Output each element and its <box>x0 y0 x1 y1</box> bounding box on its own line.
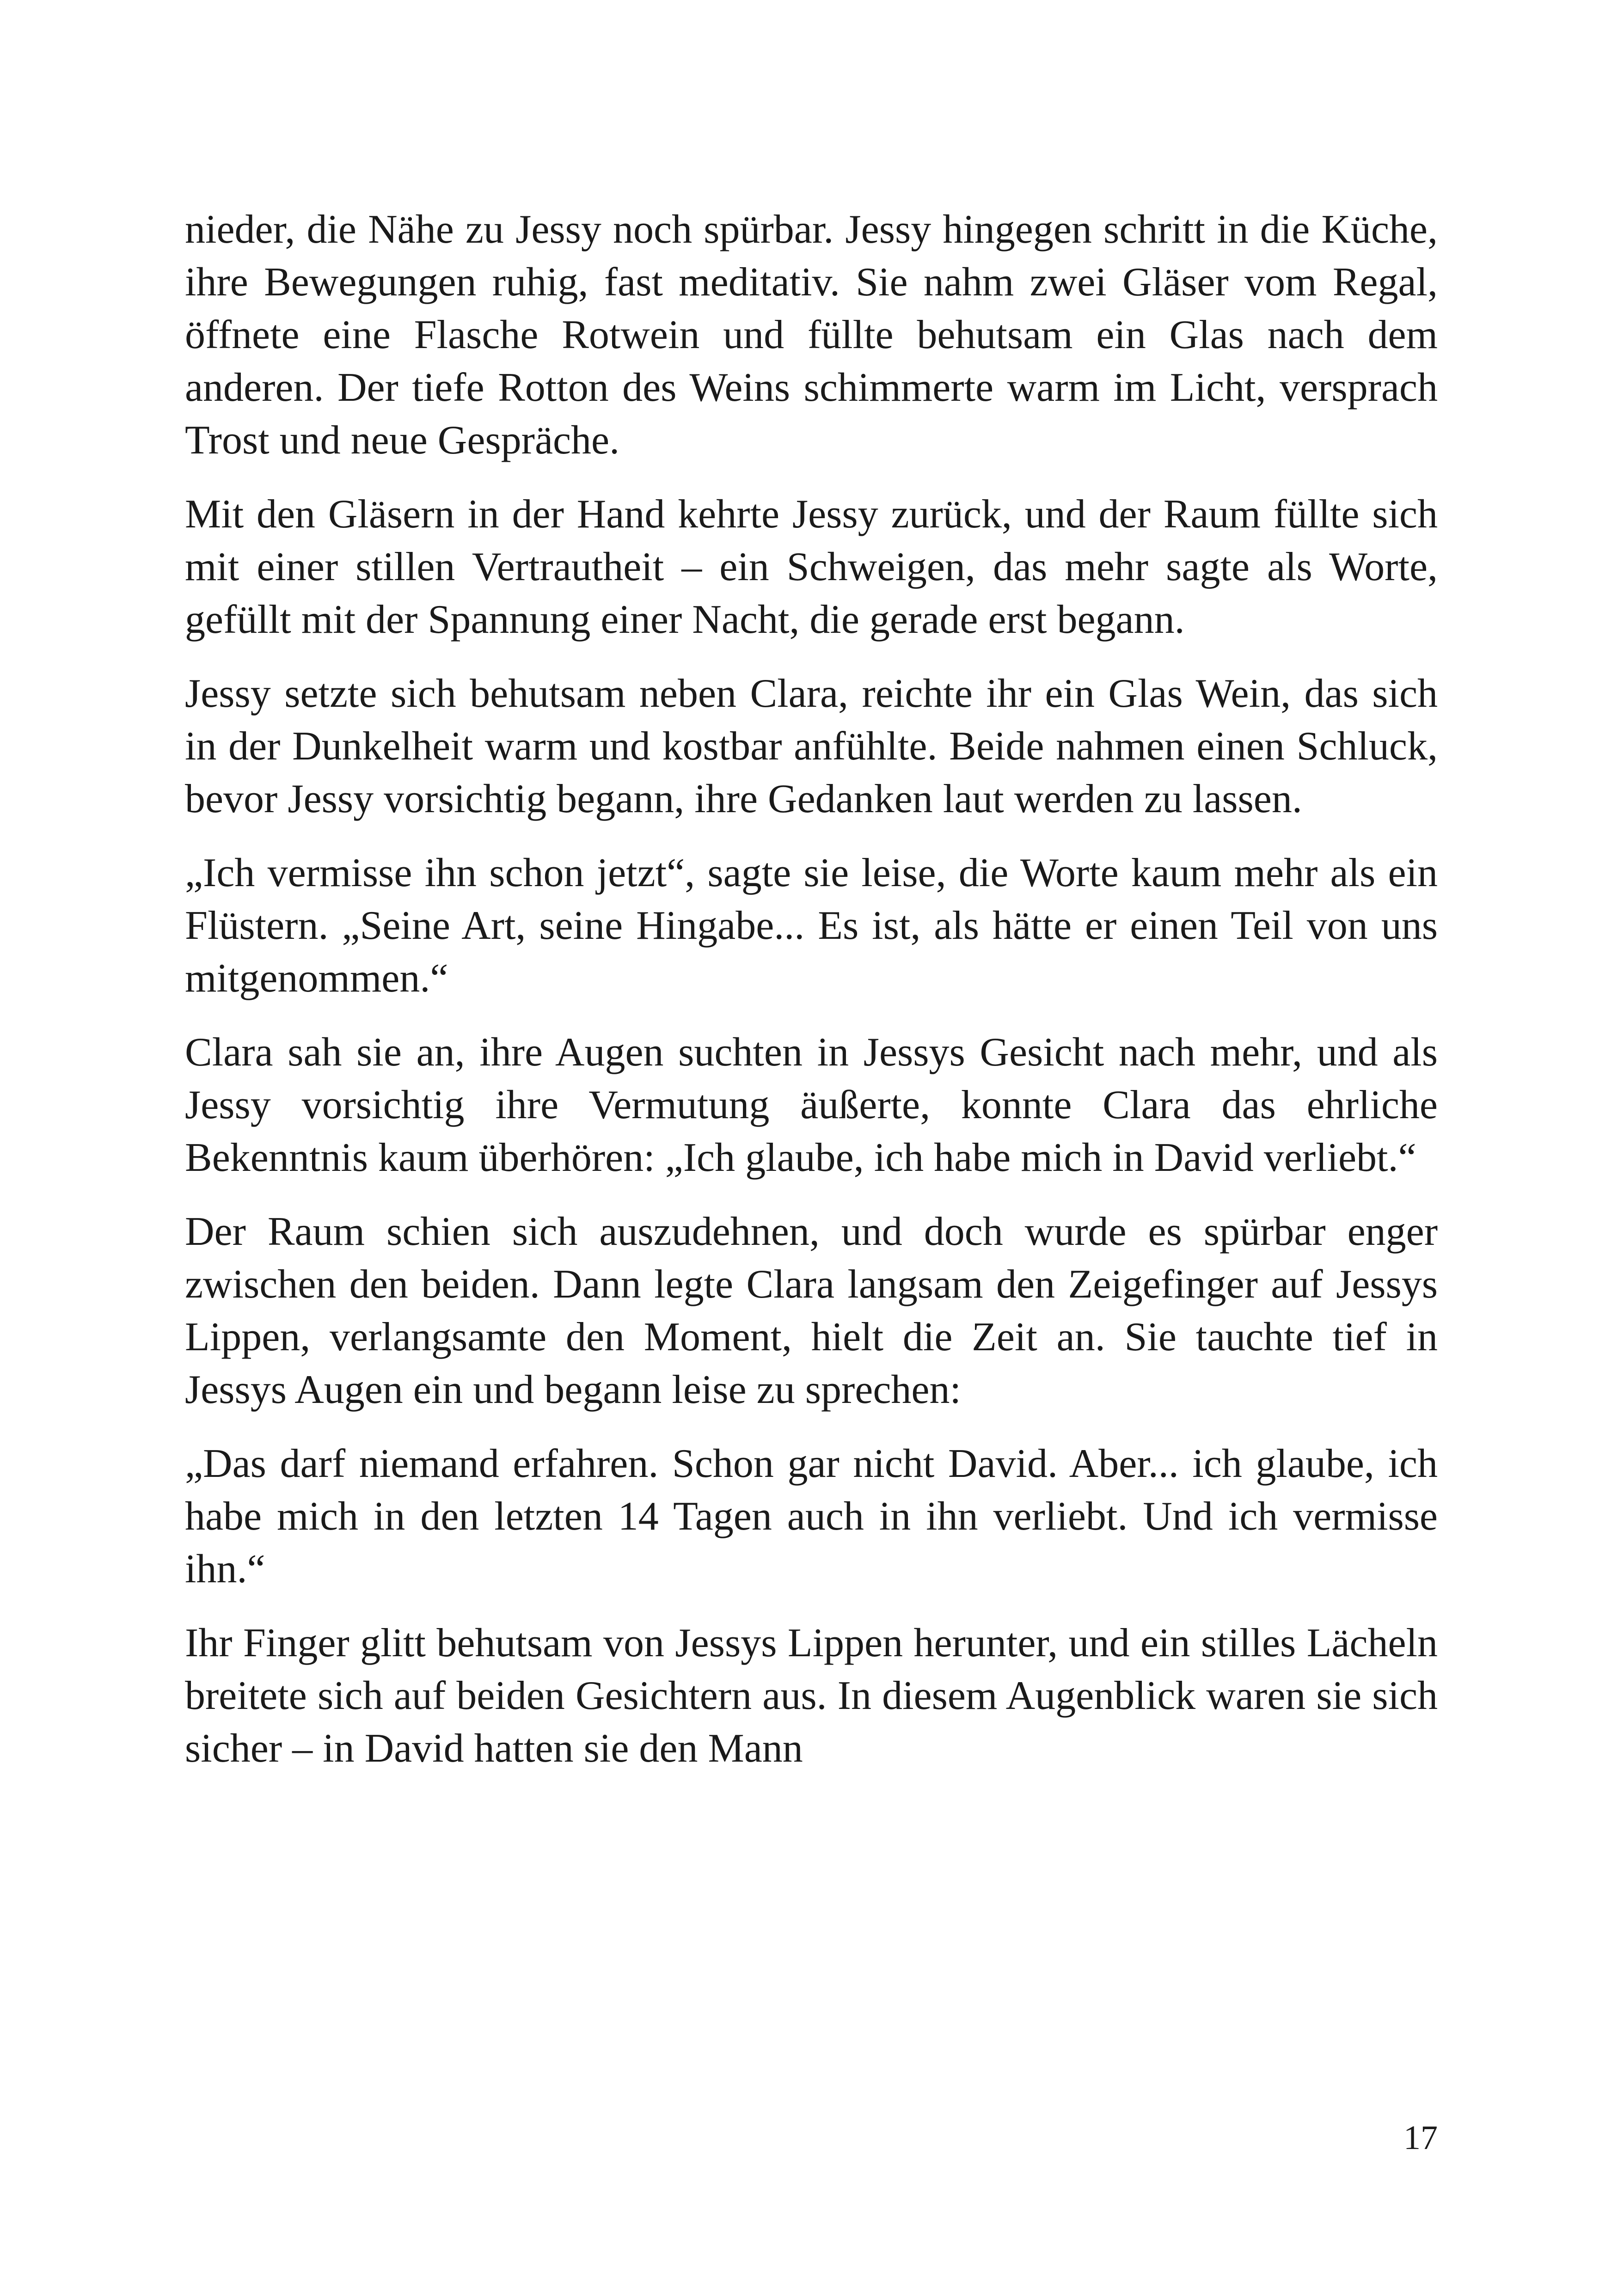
body-text <box>185 203 1438 1796</box>
paragraph: „Das darf niemand erfahren. Schon gar nicht David. Aber... ich glaube, ich habe mich in den letzten 14 Tagen auch in ihn verliebt. Und ich vermisse ihn.“ <box>185 1441 1438 1592</box>
paragraph: nieder, die Nähe zu Jessy noch spürbar. Jessy hingegen schritt in die Küche, ihre Bewegungen ruhig, fast meditativ. Sie nahm zwei Gläser vom Regal, öffnete eine Flasche Rotwein und füllte behutsam ein Glas nach dem anderen. Der tiefe Rotton des Weins schimmerte warm im Licht, versprach Trost und neue Gespräche. <box>185 207 1438 463</box>
paragraph: Mit den Gläsern in der Hand kehrte Jessy zurück, und der Raum füllte sich mit einer stillen Vertrautheit – ein Schweigen, das mehr sagte als Worte, gefüllt mit der Spannung einer Nacht, die gerade erst begann. <box>185 492 1438 642</box>
paragraph: Der Raum schien sich auszudehnen, und doch wurde es spürbar enger zwischen den beiden. Dann legte Clara langsam den Zeigefinger auf Jessys Lippen, verlangsamte den Moment, hielt die Zeit an. Sie tauchte tief in Jessys Augen ein und begann leise zu sprechen: <box>185 1209 1438 1412</box>
paragraph: Ihr Finger glitt behutsam von Jessys Lippen herunter, und ein stilles Lächeln breitete sich auf beiden Gesichtern aus. In diesem Augenblick waren sie sich sicher – in David hatten sie den Mann <box>185 1621 1438 1771</box>
paragraph: Jessy setzte sich behutsam neben Clara, reichte ihr ein Glas Wein, das sich in der Dunkelheit warm und kostbar anfühlte. Beide nahmen einen Schluck, bevor Jessy vorsichtig begann, ihre Gedanken laut werden zu lassen. <box>185 671 1438 821</box>
page-number: 17 <box>1403 2119 1438 2157</box>
paragraph: „Ich vermisse ihn schon jetzt“, sagte sie leise, die Worte kaum mehr als ein Flüstern. „Seine Art, seine Hingabe... Es ist, als hätte er einen Teil von uns mitgenommen.“ <box>185 851 1438 1001</box>
paragraph: Clara sah sie an, ihre Augen suchten in Jessys Gesicht nach mehr, und als Jessy vorsichtig ihre Vermutung äußerte, konnte Clara das ehrliche Bekenntnis kaum überhören: „Ich glaube, ich habe mich in David verliebt.“ <box>185 1030 1438 1180</box>
